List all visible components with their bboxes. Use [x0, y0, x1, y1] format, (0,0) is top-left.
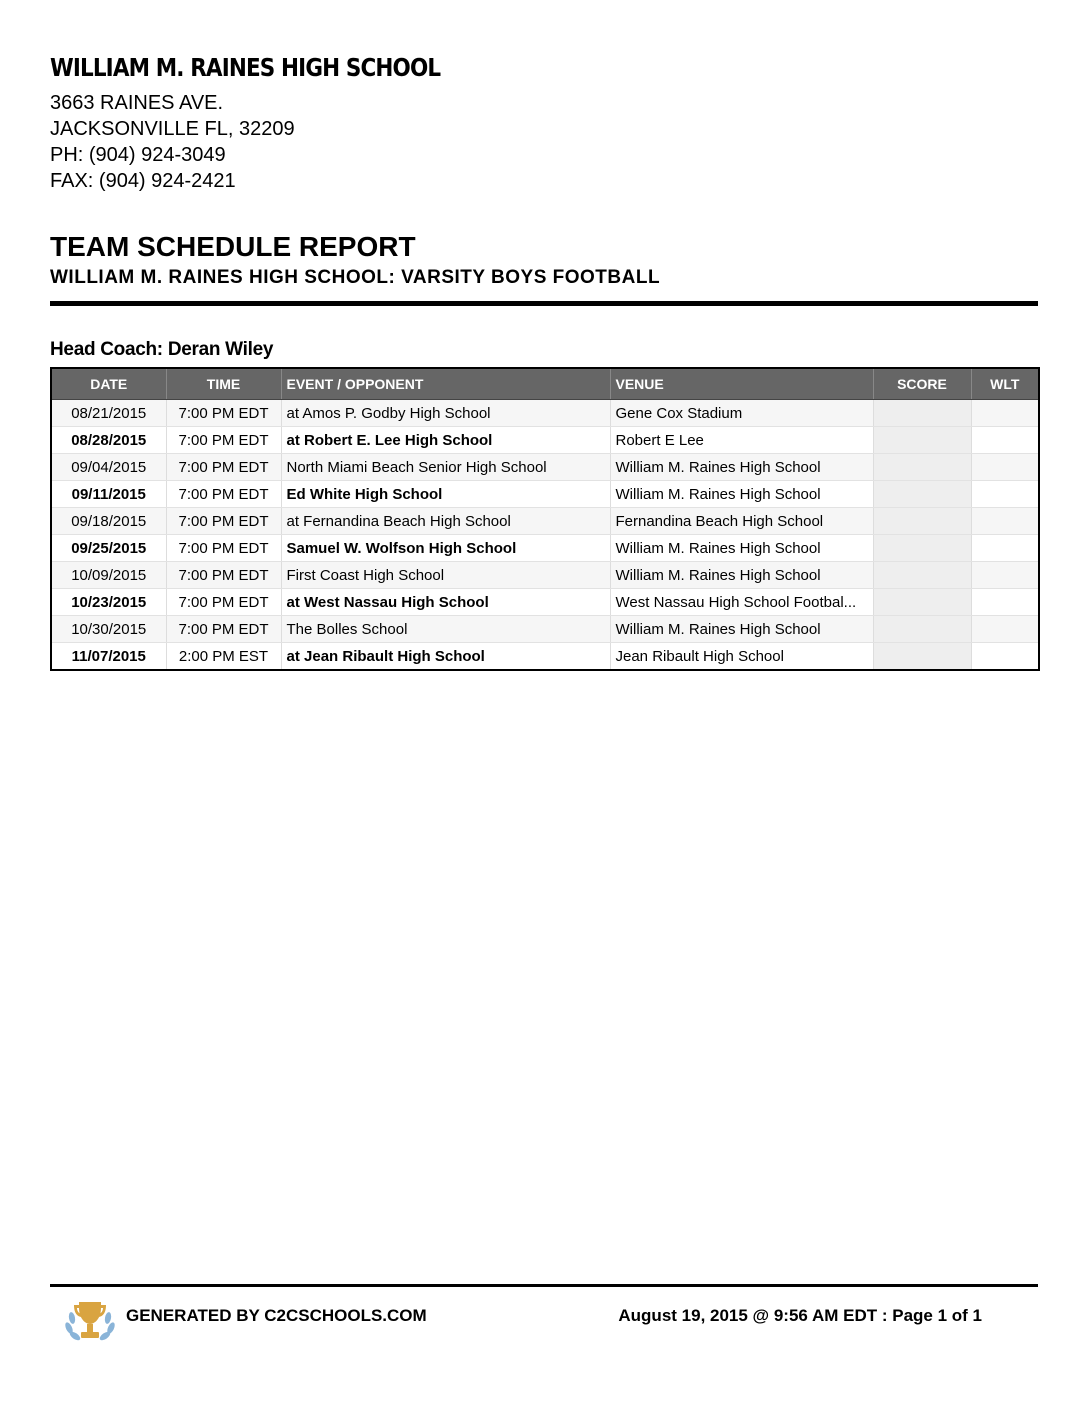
cell-wlt: [971, 589, 1039, 616]
table-row: [51, 427, 1039, 454]
cell-date: 08/21/2015: [51, 400, 166, 427]
cell-time: 7:00 PM EDT: [166, 400, 281, 427]
school-address: [50, 90, 295, 194]
cell-date: 11/07/2015: [51, 643, 166, 671]
header-divider: [50, 301, 1038, 306]
cell-time: 7:00 PM EDT: [166, 589, 281, 616]
cell-event: at Jean Ribault High School: [281, 643, 610, 671]
trophy-laurel-icon: [62, 1298, 118, 1344]
cell-event: Ed White High School: [281, 481, 610, 508]
cell-score: [873, 427, 971, 454]
cell-score: [873, 616, 971, 643]
cell-wlt: [971, 481, 1039, 508]
cell-event: at Robert E. Lee High School: [281, 427, 610, 454]
report-title: TEAM SCHEDULE REPORT: [50, 231, 416, 262]
cell-wlt: [971, 643, 1039, 671]
table-row: [51, 589, 1039, 616]
cell-score: [873, 508, 971, 535]
cell-wlt: [971, 535, 1039, 562]
table-row: [51, 643, 1039, 671]
cell-wlt: [971, 616, 1039, 643]
cell-event: The Bolles School: [281, 616, 610, 643]
footer-timestamp-page: August 19, 2015 @ 9:56 AM EDT : Page 1 of 1: [618, 1306, 982, 1325]
cell-time: 7:00 PM EDT: [166, 454, 281, 481]
column-header-score: SCORE: [873, 368, 971, 400]
cell-score: [873, 400, 971, 427]
cell-venue: Robert E Lee: [610, 427, 873, 454]
cell-time: 2:00 PM EST: [166, 643, 281, 671]
head-coach: Head Coach: Deran Wiley: [50, 339, 274, 360]
cell-score: [873, 481, 971, 508]
cell-score: [873, 643, 971, 671]
cell-date: 09/04/2015: [51, 454, 166, 481]
report-subtitle: WILLIAM M. RAINES HIGH SCHOOL: VARSITY BOYS FOOTBALL: [50, 267, 661, 288]
generated-by: GENERATED BY C2CSCHOOLS.COM: [126, 1306, 427, 1325]
cell-event: at West Nassau High School: [281, 589, 610, 616]
cell-wlt: [971, 427, 1039, 454]
cell-time: 7:00 PM EDT: [166, 535, 281, 562]
table-header-row: [51, 368, 1039, 400]
cell-wlt: [971, 454, 1039, 481]
table-row: [51, 508, 1039, 535]
column-header-event: EVENT / OPPONENT: [281, 368, 610, 400]
table-row: [51, 562, 1039, 589]
cell-time: 7:00 PM EDT: [166, 427, 281, 454]
column-header-wlt: WLT: [971, 368, 1039, 400]
cell-event: at Amos P. Godby High School: [281, 400, 610, 427]
cell-event: North Miami Beach Senior High School: [281, 454, 610, 481]
cell-venue: William M. Raines High School: [610, 454, 873, 481]
address-city: JACKSONVILLE FL, 32209: [50, 118, 295, 140]
cell-date: 09/11/2015: [51, 481, 166, 508]
cell-score: [873, 454, 971, 481]
cell-venue: William M. Raines High School: [610, 616, 873, 643]
cell-date: 10/30/2015: [51, 616, 166, 643]
cell-venue: William M. Raines High School: [610, 562, 873, 589]
cell-venue: Jean Ribault High School: [610, 643, 873, 671]
cell-wlt: [971, 562, 1039, 589]
cell-venue: Fernandina Beach High School: [610, 508, 873, 535]
table-row: [51, 481, 1039, 508]
cell-date: 10/23/2015: [51, 589, 166, 616]
cell-venue: William M. Raines High School: [610, 535, 873, 562]
column-header-date: DATE: [51, 368, 166, 400]
cell-score: [873, 562, 971, 589]
table-row: [51, 616, 1039, 643]
cell-time: 7:00 PM EDT: [166, 562, 281, 589]
cell-date: 08/28/2015: [51, 427, 166, 454]
cell-time: 7:00 PM EDT: [166, 481, 281, 508]
cell-score: [873, 535, 971, 562]
cell-score: [873, 589, 971, 616]
table-row: [51, 400, 1039, 427]
footer-divider: [50, 1284, 1038, 1287]
cell-date: 09/25/2015: [51, 535, 166, 562]
table-row: [51, 454, 1039, 481]
cell-time: 7:00 PM EDT: [166, 508, 281, 535]
schedule-table: [50, 367, 1040, 671]
school-name: WILLIAM M. RAINES HIGH SCHOOL: [50, 53, 441, 82]
cell-date: 10/09/2015: [51, 562, 166, 589]
cell-wlt: [971, 508, 1039, 535]
address-phone: PH: (904) 924-3049: [50, 144, 226, 166]
cell-wlt: [971, 400, 1039, 427]
cell-time: 7:00 PM EDT: [166, 616, 281, 643]
address-fax: FAX: (904) 924-2421: [50, 170, 236, 192]
cell-date: 09/18/2015: [51, 508, 166, 535]
column-header-venue: VENUE: [610, 368, 873, 400]
cell-event: First Coast High School: [281, 562, 610, 589]
table-row: [51, 535, 1039, 562]
cell-venue: Gene Cox Stadium: [610, 400, 873, 427]
address-street: 3663 RAINES AVE.: [50, 92, 224, 114]
cell-event: at Fernandina Beach High School: [281, 508, 610, 535]
column-header-time: TIME: [166, 368, 281, 400]
cell-venue: West Nassau High School Footbal...: [610, 589, 873, 616]
cell-venue: William M. Raines High School: [610, 481, 873, 508]
cell-event: Samuel W. Wolfson High School: [281, 535, 610, 562]
